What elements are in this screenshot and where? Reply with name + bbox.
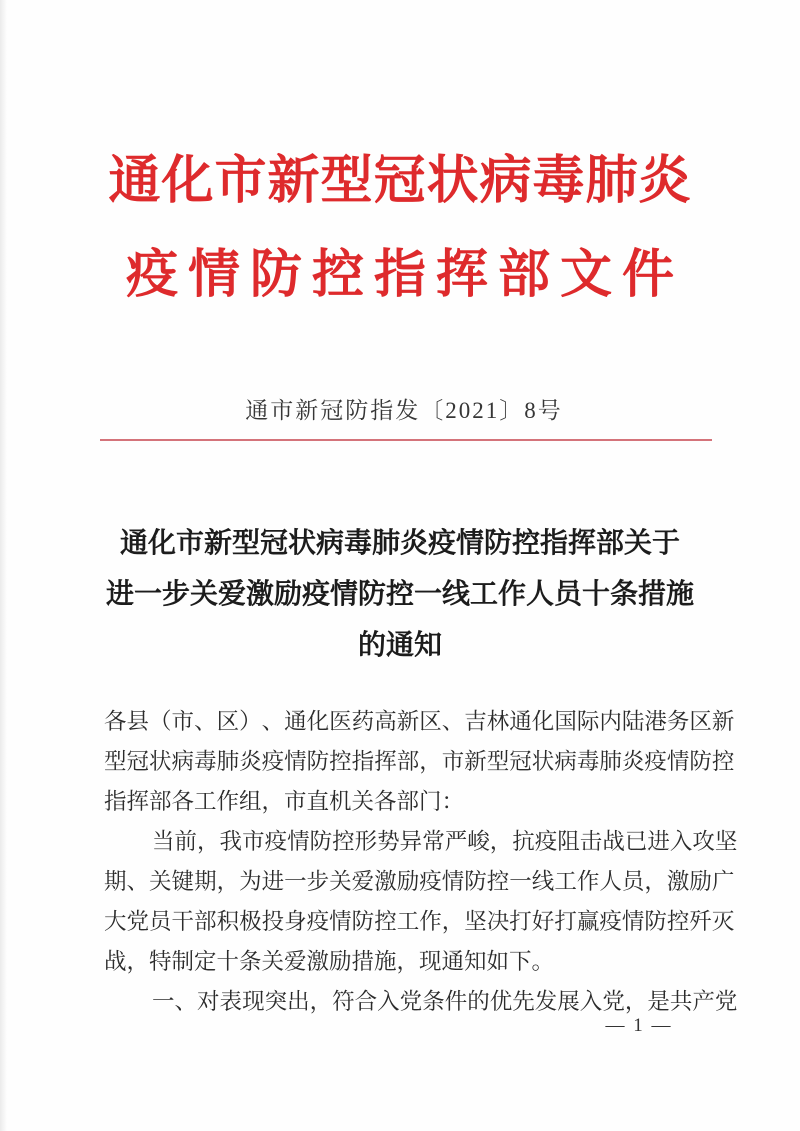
document-title-line-1: 通化市新型冠状病毒肺炎疫情防控指挥部关于 xyxy=(119,528,680,559)
body-text-line: 当 前 ， 我 市 疫 情 防 控 形 势 异 常 严 峻 ， 抗 疫 阻 击 战 已 进 入 攻 坚 xyxy=(152,829,738,854)
letterhead-line-2: 疫情防控指挥部文件 xyxy=(125,247,684,304)
body-text-line: 战，特制定十条关爱激励措施，现通知如下。 xyxy=(104,949,555,974)
red-divider-rule xyxy=(100,439,712,441)
body-text-line: 一 、 对 表 现 突 出 ， 符 合 入 党 条 件 的 优 先 发 展 入 党 ， 是 共 产 党 xyxy=(152,989,738,1014)
document-title xyxy=(78,518,722,671)
body-text-line: 各 县 （ 市 、 区 ） 、 通 化 医 药 高 新 区 、 吉 林 通 化 国 际 内 陆 港 务 区 新 xyxy=(104,709,735,734)
letterhead xyxy=(0,153,800,304)
document-title-line-2: 进一步关爱激励疫情防控一线工作人员十条措施 xyxy=(105,579,694,610)
page-number: — 1 — xyxy=(605,1015,673,1036)
document-body-text xyxy=(104,702,738,1022)
letterhead-line-1: 通化市新型冠状病毒肺炎 xyxy=(108,153,692,210)
body-text-line: 指挥部各工作组，市直机关各部门： xyxy=(104,789,465,814)
document-reference-number: 通市新冠防指发〔2021〕8号 xyxy=(245,398,563,423)
body-text-line: 型 冠 状 病 毒 肺 炎 疫 情 防 控 指 挥 部 ， 市 新 型 冠 状 病 毒 肺 炎 疫 情 防 控 xyxy=(104,749,735,774)
document-title-line-3: 的通知 xyxy=(357,630,442,661)
body-text-line: 期 、 关 键 期 ， 为 进 一 步 关 爱 激 励 疫 情 防 控 一 线 工 作 人 员 ， 激 励 广 xyxy=(104,869,735,894)
body-text-line: 大 党 员 干 部 积 极 投 身 疫 情 防 控 工 作 ， 坚 决 打 好 打 赢 疫 情 防 控 歼 灭 xyxy=(104,909,735,934)
